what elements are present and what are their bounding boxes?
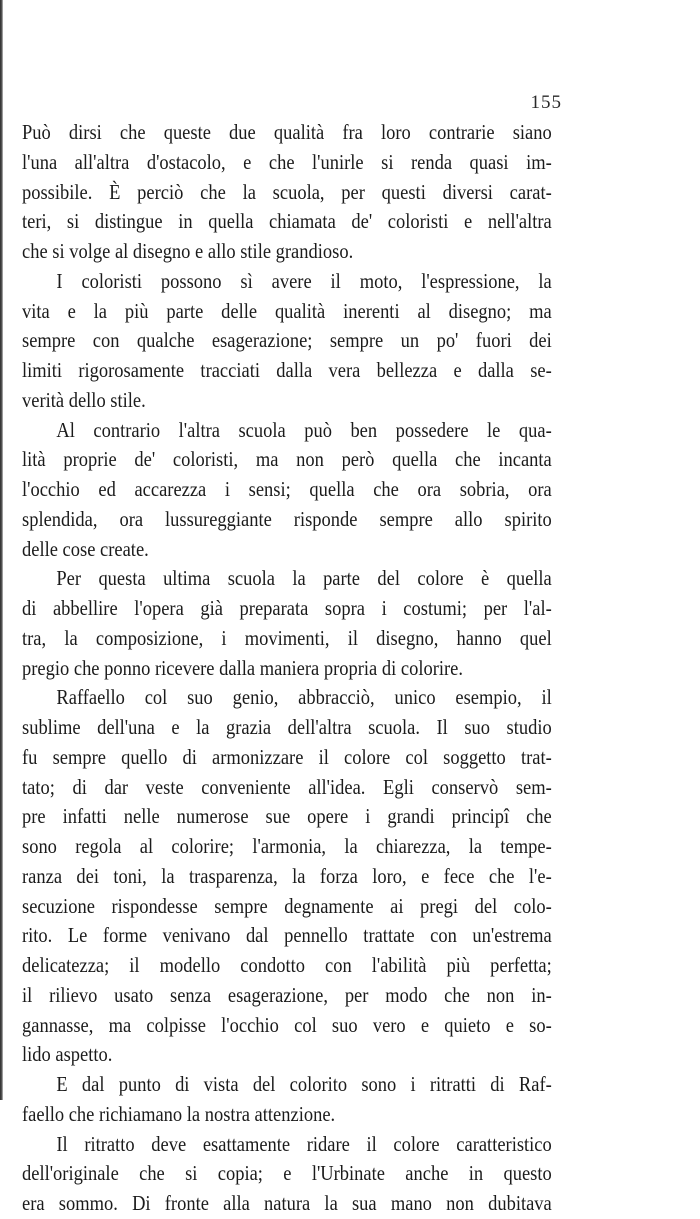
text-line: I coloristi possono sì avere il moto, l'espressione, la — [56, 268, 552, 293]
text-line: sono regola al colorire; l'armonia, la chiarezza, la tempe- — [22, 834, 552, 858]
text-line: Raffaello col suo genio, abbracciò, unico esempio, il — [56, 685, 552, 710]
text-line: splendida, ora lussureggiante risponde sempre allo spirito — [22, 506, 552, 531]
text-line: E dal punto di vista del colorito sono i ritratti di Raf- — [56, 1072, 552, 1096]
text-line: secuzione rispondesse sempre degnamente ai pregi del colo- — [22, 893, 552, 918]
text-line: gannasse, ma colpisse l'occhio col suo vero e quieto e so- — [22, 1012, 552, 1037]
text-line: Può dirsi che queste due qualità fra loro contrarie siano — [22, 120, 552, 144]
text-line: Il ritratto deve esattamente ridare il colore caratteristico — [56, 1131, 552, 1156]
text-line: era sommo. Di fronte alla natura la sua mano non dubitava — [22, 1191, 552, 1215]
text-line: sempre con qualche esagerazione; sempre un po' fuori dei — [22, 328, 552, 353]
body-text — [22, 118, 552, 1219]
text-line: verità dello stile. — [22, 387, 146, 412]
text-line: Per questa ultima scuola la parte del colore è quella — [56, 566, 552, 591]
text-line: possibile. È perciò che la scuola, per questi diversi carat- — [22, 179, 552, 204]
text-line: limiti rigorosamente tracciati dalla vera bellezza e dalla se- — [22, 358, 552, 382]
text-line: il rilievo usato senza esagerazione, per modo che non in- — [22, 982, 552, 1007]
text-line: faello che richiamano la nostra attenzione. — [22, 1101, 336, 1126]
text-line: l'occhio ed accarezza i sensi; quella che ora sobria, ora — [22, 477, 552, 501]
text-line: lità proprie de' coloristi, ma non però quella che incanta — [22, 447, 552, 472]
text-line: che si volge al disegno e allo stile grandioso. — [22, 239, 354, 263]
text-line: vita e la più parte delle qualità inerenti al disegno; ma — [22, 298, 552, 323]
text-line: tato; di dar veste conveniente all'idea. Egli conservò sem- — [22, 774, 552, 799]
text-line: pre infatti nelle numerose sue opere i grandi principî che — [22, 804, 552, 829]
text-line: lido aspetto. — [22, 1042, 113, 1067]
text-line: dell'originale che si copia; e l'Urbinate anche in questo — [22, 1161, 552, 1186]
text-line: sublime dell'una e la grazia dell'altra scuola. Il suo studio — [22, 715, 552, 739]
page-number: 155 — [530, 92, 562, 113]
text-line: teri, si distingue in quella chiamata de' coloristi e nell'altra — [22, 209, 552, 234]
text-line: delle cose create. — [22, 536, 149, 561]
text-line: tra, la composizione, i movimenti, il disegno, hanno quel — [22, 625, 552, 650]
text-line: di abbellire l'opera già preparata sopra i costumi; per l'al- — [22, 596, 552, 620]
text-line: ranza dei toni, la trasparenza, la forza loro, e fece che l'e- — [22, 863, 552, 888]
page-binding-edge — [0, 0, 3, 1100]
text-line: delicatezza; il modello condotto con l'abilità più perfetta; — [22, 953, 552, 977]
text-line: rito. Le forme venivano dal pennello trattate con un'estrema — [22, 923, 552, 948]
text-line: Al contrario l'altra scuola può ben possedere le qua- — [56, 417, 552, 442]
text-line: pregio che ponno ricevere dalla maniera propria di colorire. — [22, 655, 463, 680]
text-line: l'una all'altra d'ostacolo, e che l'unirle si renda quasi im- — [22, 149, 552, 174]
text-line: fu sempre quello di armonizzare il colore col soggetto trat- — [22, 744, 552, 769]
